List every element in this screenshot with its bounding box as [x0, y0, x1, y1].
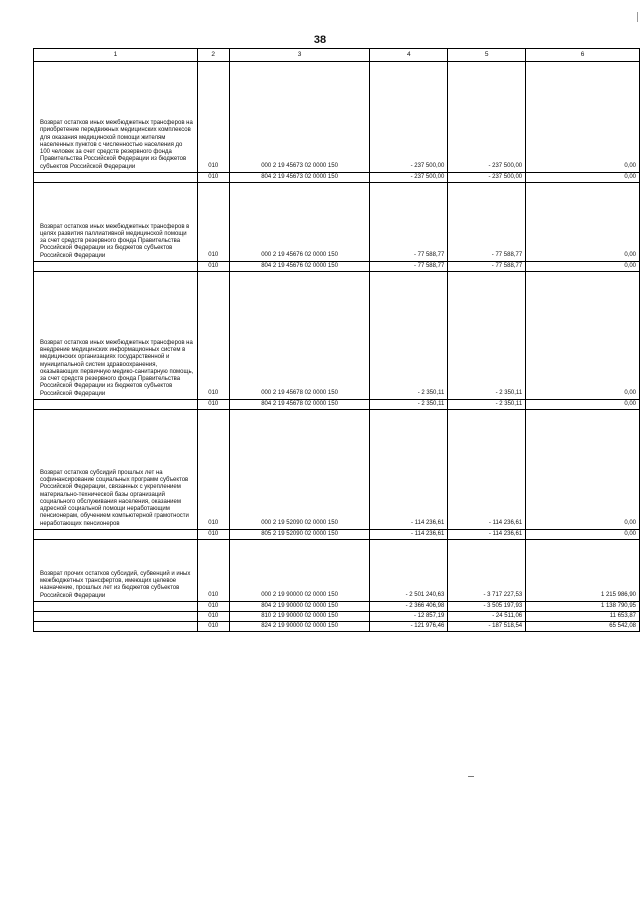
row-description-empty: [34, 530, 198, 540]
row-value-6: 65 542,08: [526, 622, 640, 632]
table-row: [34, 410, 640, 530]
row-value-5: - 114 236,61: [448, 530, 526, 540]
row-value-6: 0,00: [526, 183, 640, 262]
header-col-4: 4: [370, 49, 448, 62]
row-value-5: - 187 518,54: [448, 622, 526, 632]
budget-table: [33, 48, 640, 632]
row-value-4: - 12 857,19: [370, 612, 448, 622]
row-value-5: - 2 350,11: [448, 400, 526, 410]
page-number: 38: [313, 34, 327, 46]
row-description-empty: [34, 173, 198, 183]
row-kbk: 000 2 19 52090 02 0000 150: [229, 410, 370, 530]
row-code: 010: [197, 173, 229, 183]
table-row: [34, 530, 640, 540]
row-kbk: 804 2 19 90000 02 0000 150: [229, 602, 370, 612]
table-row: [34, 173, 640, 183]
table-row: [34, 183, 640, 262]
row-value-6: 1 215 986,90: [526, 540, 640, 602]
row-kbk: 824 2 19 90000 02 0000 150: [229, 622, 370, 632]
header-col-2: 2: [197, 49, 229, 62]
scan-edge-mark: [637, 12, 638, 22]
row-value-4: - 237 500,00: [370, 62, 448, 173]
row-kbk: 000 2 19 45678 02 0000 150: [229, 272, 370, 400]
row-description: Возврат прочих остатков субсидий, субвенций и иных межбюджетных трансфертов, имеющих целевое назначение, прошлых лет из бюджетов субъектов Российской Федерации: [34, 540, 198, 602]
table-row: [34, 400, 640, 410]
row-value-4: - 77 588,77: [370, 262, 448, 272]
row-description: Возврат остатков иных межбюджетных трансферов на внедрение медицинских информационных систем в медицинских организациях государственной и муниципальной систем здравоохранения, оказывающих первичную медико-санитарную помощь, за счет средств резервного фонда Правительства Российской Федерации из бюджетов субъектов Российской Федерации: [34, 272, 198, 400]
row-code: 010: [197, 410, 229, 530]
header-col-6: 6: [526, 49, 640, 62]
row-code: 010: [197, 530, 229, 540]
table-header-row: [34, 49, 640, 62]
row-code: 010: [197, 272, 229, 400]
row-value-6: 0,00: [526, 62, 640, 173]
row-value-6: 0,00: [526, 173, 640, 183]
table-row: [34, 540, 640, 602]
row-value-4: - 237 500,00: [370, 173, 448, 183]
row-description-empty: [34, 262, 198, 272]
row-value-4: - 2 350,11: [370, 400, 448, 410]
row-code: 010: [197, 400, 229, 410]
scan-mark: [468, 776, 474, 777]
row-code: 010: [197, 612, 229, 622]
table-row: [34, 602, 640, 612]
row-description: Возврат остатков иных межбюджетных трансферов на приобретение передвижных медицинских комплексов для оказания медицинской помощи жителям населенных пунктов с численностью населения до 100 человек за счет средств резервного фонда Правительства Российской Федерации из бюджетов субъектов Российской Федерации: [34, 62, 198, 173]
row-value-5: - 77 588,77: [448, 183, 526, 262]
row-code: 010: [197, 540, 229, 602]
row-value-6: 0,00: [526, 410, 640, 530]
row-value-4: - 77 588,77: [370, 183, 448, 262]
row-value-5: - 237 500,00: [448, 62, 526, 173]
row-value-6: 0,00: [526, 272, 640, 400]
header-col-1: 1: [34, 49, 198, 62]
row-value-6: 0,00: [526, 530, 640, 540]
row-kbk: 810 2 19 90000 02 0000 150: [229, 612, 370, 622]
row-code: 010: [197, 602, 229, 612]
row-description: Возврат остатков иных межбюджетных трансферов в целях развития паллиативной медицинской помощи за счет средств резервного фонда Правительства Российской Федерации из бюджетов субъектов Российской Федерации: [34, 183, 198, 262]
row-kbk: 804 2 19 45673 02 0000 150: [229, 173, 370, 183]
row-value-5: - 237 500,00: [448, 173, 526, 183]
row-value-4: - 2 366 406,98: [370, 602, 448, 612]
row-value-5: - 3 717 227,53: [448, 540, 526, 602]
row-code: 010: [197, 183, 229, 262]
row-value-5: - 77 588,77: [448, 262, 526, 272]
row-kbk: 804 2 19 45678 02 0000 150: [229, 400, 370, 410]
row-description-empty: [34, 400, 198, 410]
row-value-5: - 24 511,06: [448, 612, 526, 622]
row-kbk: 000 2 19 45676 02 0000 150: [229, 183, 370, 262]
table-row: [34, 622, 640, 632]
row-value-6: 1 138 790,95: [526, 602, 640, 612]
row-description-empty: [34, 602, 198, 612]
row-value-4: - 2 350,11: [370, 272, 448, 400]
table-row: [34, 272, 640, 400]
table-row: [34, 62, 640, 173]
row-code: 010: [197, 262, 229, 272]
row-value-4: - 114 236,61: [370, 410, 448, 530]
header-col-3: 3: [229, 49, 370, 62]
row-kbk: 805 2 19 52090 02 0000 150: [229, 530, 370, 540]
row-value-6: 0,00: [526, 400, 640, 410]
row-description-empty: [34, 622, 198, 632]
row-code: 010: [197, 62, 229, 173]
row-value-5: - 3 505 197,93: [448, 602, 526, 612]
header-col-5: 5: [448, 49, 526, 62]
row-code: 010: [197, 622, 229, 632]
row-value-4: - 2 501 240,63: [370, 540, 448, 602]
table-row: [34, 262, 640, 272]
row-value-6: 0,00: [526, 262, 640, 272]
row-description: Возврат остатков субсидий прошлых лет на софинансирование социальных программ субъектов Российской Федерации, связанных с укреплением материально-технической базы организаций социального обслуживания населения, оказанием адресной социальной помощи неработающим пенсионерам, обучением компьютерной грамотности неработающих пенсионеров: [34, 410, 198, 530]
row-value-4: - 114 236,61: [370, 530, 448, 540]
row-kbk: 000 2 19 90000 02 0000 150: [229, 540, 370, 602]
row-value-5: - 114 236,61: [448, 410, 526, 530]
row-value-6: 11 653,87: [526, 612, 640, 622]
table-row: [34, 612, 640, 622]
row-value-4: - 121 976,46: [370, 622, 448, 632]
row-value-5: - 2 350,11: [448, 272, 526, 400]
row-description-empty: [34, 612, 198, 622]
row-kbk: 804 2 19 45676 02 0000 150: [229, 262, 370, 272]
row-kbk: 000 2 19 45673 02 0000 150: [229, 62, 370, 173]
